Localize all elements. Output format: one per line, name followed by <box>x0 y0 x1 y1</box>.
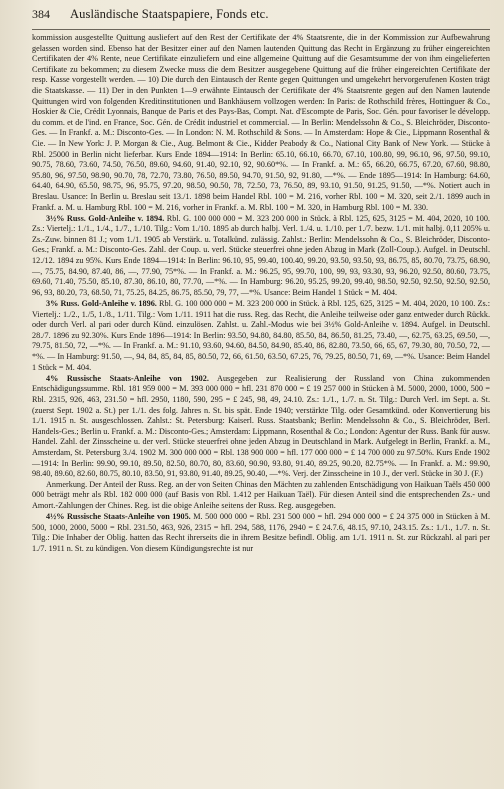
section-title: 3½% Russ. Gold-Anleihe v. 1894. <box>46 213 165 223</box>
paragraph-gold-anleihe-1894 <box>32 214 490 299</box>
section-title: 4% Russische Staats-Anleihe von 1902. <box>46 373 209 383</box>
paragraph-staats-anleihe-1905 <box>32 512 490 554</box>
page-header <box>32 7 490 30</box>
paragraph-anmerkung <box>32 480 490 512</box>
running-head: Ausländische Staatspapiere, Fonds etc. <box>70 7 269 21</box>
body-text <box>32 33 490 554</box>
paragraph-eintausch <box>32 33 490 213</box>
paragraph-gold-anleihe-1896 <box>32 299 490 373</box>
paragraph-text: Ausgegeben zur Realisierung der Russland von China zukommenden Entschädigungssumme. Rbl. 181 959 000 = M. 393 000 000 = hfl. 231 870 000 = £ 19 257 000 in Stücken à M. 5000, 2000, 1000, 500 = Rbl. 2315, 926, 463, 231.50 = hfl. 2950, 1180, 590, 295 = £ 245, 98, 49, 24.10. Zs.: 1./1., 1./7. n. St. Tilg.: Durch Verl. im Sept. a. St. (zuerst Sept. 1902 a. St.) per 1./1. des folg. Jahres n. St. bis spät. Ende 1940; verstärkte Tilg. oder Gesamtkünd. oder Konvertierung bis 1./1. 1915 n. St. ausgeschlossen. Zahlst.: St. Petersburg: Kaiserl. Russ. Staatsbank; Berlin: Mendelssohn & Co., S. Bleichröder, Berl. Handels-Ges.; Berlin u. Frankf. a. M.: Disconto-Ges.; Amsterdam: Lippmann, Rosenthal & Co.; London: Agentur der Russ. Bank für ausw. Handel. Zahl. der Zinsscheine u. der verl. Stücke steuerfrei ohne jeden Abzug in Deutschland in Mark. Aufgelegt in Berlin, Frankf. a. M., Amsterdam, St. Petersburg 3./4. 1902 M. 300 000 000 = Rbl. 138 900 000 = hfl. 177 000 000 = £ 14 700 000 zu 97.50%. Kurs Ende 1902—1914: In Berlin: 99.90, 99.10, 89.50, 82.50, 80.70, 80, 83.60, 90.90, 93.80, 91.40, 89.25, 90.20, 82.75*%. — In Frankf. a. M.: 99.90, 98.40, 89.60, 82.60, 80.75, 80.10, 83.50, 91, 93.80, 91.40, 89.25, 90.40, —*%. Verj. der Zinsscheine in 10 J., der verl. Stücke in 30 J. (F.) <box>32 373 491 479</box>
section-title: 4½% Russische Staats-Anleihe von 1905. <box>46 512 191 522</box>
paragraph-text: Anmerkung. Der Anteil der Russ. Reg. an der von Seiten Chinas den Mächten zu zahlenden Entschädigung von Haikuan Taëls 450 000 000 beträgt mehr als Rbl. 182 000 000 (auf Basis von Rbl. 1.412 per Haikuan Taël). Für diesen Anteil sind die entsprechenden Zs.- und Amort.-Zahlungen der Chines. Reg. ist die obige Anleihe seitens der Russ. Reg. ausgegeben. <box>32 479 490 510</box>
paragraph-text: kommission ausgestellte Quittung ausliefert auf den Rest der Certifikate der 4% Staatsrente, die in der Kommission zur Aufbewahrung gelassen worden sind. Ebenso hat der Besitzer einer auf den Namen lautenden Quittung das Recht in Ergänzung zu früher eingereichten Certifikaten der 4% Rente, neue Certifikate einzuliefern und eine allgemeine Quittung auf die Gesamtsumme der von ihm eingelieferten Certifikate zu bekommen; zu diesem Zwecke muss die dem Besitzer ausgegebene Quittung auf die früher eingereichten Certifikate der resp. Kasse vorgestellt werden. — 10) Die durch den Eintausch der Rente gegen Quittungen und umgekehrt hervorgerufenen Kosten trägt die Staatskasse. — 11) Der in den Punkten 1—9 erwähnte Eintausch der Certifikate der 4% Staatsrente gegen auf den Namen lautende Quittungen wird von folgenden Kreditinstitutionen und Bankhäusern vollzogen werden: In Paris: de Rothschild frères, Hottinguer & Co., Hoskier & Cie, Crédit Lyonnais, Banque de Paris et des Pays-Bas, Compt. Nat. d'Escompte de Paris, Soc. Gén. pour favoriser le développ. du comm. et de l'ind. en France, Soc. Gén. de Crédit industriel et commercial. — In Berlin: Mendelssohn & Co., S. Bleichröder, Disconto-Ges. — In Frankf. a. M.: Disconto-Ges. — In London: N. M. Rothschild & Sons. — In Amsterdam: Hope & Cie., Lippmann Rosenthal & Cie. — In New York: J. P. Morgan & Cie., Aug. Belmont & Cie., Kidder Peabody & Co., National City Bank of New York. — Stücke à Rbl. 25000 in Berlin nicht lieferbar. Kurs Ende 1894—1914: In Berlin: 65.10, 66.10, 66.70, 67.10, 100.80, 99, 96.10, 96, 97.50, 99.10, 90.75, 78.60, 73.60, 74.50, 76.50, 89.60, 94.60, 91.40, 92.10, 92, 90.60*%. — In Frankf. a. M.: 65, 66.20, 66.75, 67.20, 67.60, 98.80, 95.80, 96, 97.50, 98.90, 90.70, 78, 72.70, 73.80, 76.50, 89.50, 94.70, 91.50, 92, 91.80, —*%. — Ende 1895—1914: In Hamburg: 64.60, 64.40, 64.90, 65.50, 98.75, 96, 95.75, 97.20, 98.50, 90.50, 78, 72.50, 73, 76.50, 89, 93.10, 91.50, 91.25, 91.50, —*%. Notiert auch in Breslau. Usance: In Berlin u. Breslau seit 13./1. 1898 beim Handel Rbl. 100 = M. 216, vorher Rbl. 100 = M. 320, seit 2./1. 1899 auch in Frankf. a. M. u. Hamburg Rbl. 100 = M. 216, vorher in Frankf. a. M. Rbl. 100 = M. 320, in Hamburg Rbl. 100 = M. 330. <box>32 33 490 212</box>
paragraph-text: Rbl. G. 100 000 000 = M. 323 200 000 in Stück. à Rbl. 125, 625, 3125 = M. 404, 2020, 10 100. Zs.: Viertelj.: 1./1., 1./4., 1./7., 1./10. Tilg.: Vom 1./10. 1895 ab durch halbj. Verl. 1./4. u. 1./10. per 1./7. bezw. 1./1. mit halbj. 0,11 205% u. Zs.-Zuw. binnen 81 J.; vom 1./1. 1905 ab Verstärk. u. Totalkünd. zulässig. Zahlst.: Berlin: Mendelssohn & Co., S. Bleichröder, Disconto-Ges.; Frankf. a. M.: Disconto-Ges. Zahl. der Coup. u. verl. Stücke steuerfrei ohne jeden Abzug in Mark (Zoll-Coup.). Aufgel. in Deutschl. 12./12. 1894 zu 95%. Kurs Ende 1894—1914: In Berlin: 96.10, 95, 99.40, 100.40, 99.20, 93.50, 93.50, 93, 86.75, 85, 80.70, 73.75, 68.90, —, 75.75, 84.90, 87.40, 86, —, 77.90, 75*%. — In Frankf. a. M.: 96.25, 95, 99.70, 100, 99, 93, 93.30, 93, 96.20, 92.50, 80.60, 73.75, 69.60, 71.40, 75.50, 85.10, 87.30, 86.10, 80, 77.70, —*%. — In Hamburg: 96.20, 95.25, 99.20, 99.40, 98.50, 92.50, 92.50, 92.50, 92.50, 96, 93, 80.20, 73, 68.50, 71, 75.25, 84.25, 86.75, 85.50, 79, 77, —*%. Usance: Beim Handel 1 Stück = M. 404. <box>32 213 490 297</box>
section-title: 3% Russ. Gold-Anleihe v. 1896. <box>46 299 157 309</box>
page-number: 384 <box>32 7 50 21</box>
paragraph-staats-anleihe-1902 <box>32 374 490 480</box>
paragraph-text: M. 500 000 000 = Rbl. 231 500 000 = hfl. 294 000 000 = £ 24 375 000 in Stücken à M. 500, 1000, 2000, 5000 = Rbl. 231.50, 463, 926, 2315 = hfl. 294, 588, 1176, 2940 = £ 24.7.6, 48.15, 97.10, 243.15. Zs.: 1./1., 1./7. n. St. Tilg.: Die Inhaber der Oblig. hatten das Recht ihrerseits die in ihrem Besitze befindl. Oblig. am 1./1. 1911 n. St. zur Rückzahl. al pari per 1./7. 1911 n. St. zu kündigen. Von diesem Kündigungsrechte ist nur <box>32 512 490 553</box>
paragraph-text: Rbl. G. 100 000 000 = M. 323 200 000 in Stück. à Rbl. 125, 625, 3125 = M. 404, 2020, 10 100. Zs.: Viertelj.: 1./2., 1./5, 1./8., 1./11. Tilg.: Vom 1./11. 1911 hat die russ. Reg. das Recht, die Anleihe teilweise oder ganz entweder durch Rückk. oder durch Verl. al pari oder durch Künd. einzulösen. Zahlst. u. Zahl.-Modus wie bei 3½% Gold-Anleihe v. 1894. Aufgel. in Deutschl. 28./7. 1896 zu 92.30%. Kurs Ende 1896—1914: In Berlin: 93.50, 94.80, 84.80, 85.50, 84, 86.50, 81.25, 73.40, —, 62.75, 63.25, 69.50, —, 79.75, 81.50, 72, —*%. — In Frankf. a. M.: 91.10, 93.60, 94.60, 84.50, 84.90, 85.40, 86, 82.80, 73.50, 66, 65, 67, 79.30, 80, 70.50, 72, —*%. — In Hamburg: 91.50, —, 94, 84, 85, 84, 85, 80.50, 72, 66, 61.50, 63.50, 67.25, 76, 79.25, 80.50, 71, 69, —*%. Usance: Beim Handel 1 Stück = M. 404. <box>32 299 490 372</box>
